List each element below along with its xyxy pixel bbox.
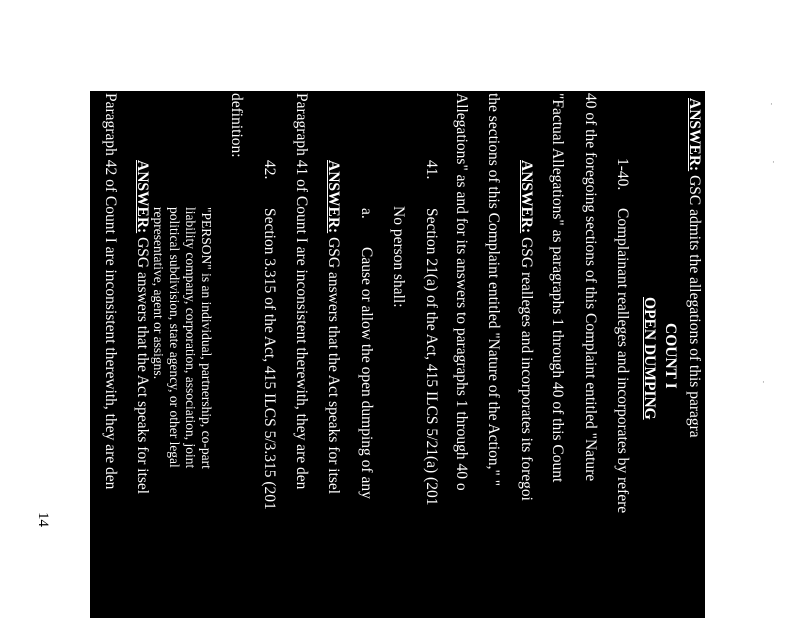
answer-line-5 (7, 160, 23, 502)
quote-line: representative, agent or assigns. (151, 207, 166, 380)
answer-label: ANSWER: (6, 160, 23, 234)
para-41-number: 41. (423, 160, 440, 180)
body-line: defined in Section 3.315 of the Act, 415 ILCS 5/3.315 (2010). (38, 93, 55, 478)
answer-label: ANSWER: (518, 160, 535, 234)
body-line: the sections of this Complaint entitled "Nature of the Action," " (485, 93, 502, 487)
item-a-letter: a. (358, 208, 375, 219)
body-line: Paragraph 41 of Count I are inconsistent therewith, they are den (293, 93, 310, 490)
answer-line-4 (135, 160, 151, 494)
answer-label: ANSWER: (134, 160, 151, 234)
answer-label: ANSWER: (686, 98, 703, 172)
scanned-document-page (6, 91, 705, 618)
count-subtitle: OPEN DUMPING (641, 297, 658, 420)
body-line: Allegations" as and for its answers to paragraphs 1 through 40 o (453, 93, 470, 491)
answer-text: GSC admits the allegations of this paragra (686, 175, 703, 438)
scan-speck: · (770, 100, 773, 110)
para-43-number: 43. (70, 160, 87, 180)
rotated-text-block (6, 91, 705, 618)
quote-line: "PERSON" is an individual, partnership, co-part (199, 207, 214, 469)
body-line: No person shall: (390, 206, 407, 308)
para-42-text: Section 3.315 of the Act, 415 ILCS 5/3.315 (201 (261, 208, 278, 510)
answer-label: ANSWER: (325, 160, 342, 234)
answer-text: GSG answers that the Act speaks for itsel (325, 237, 342, 495)
para-1-40-number: 1-40. (614, 158, 631, 191)
body-line: 40 of the foregoing sections of this Complaint entitled "Nature (582, 93, 599, 482)
item-a-text: Cause or allow the open dumping of any (358, 247, 375, 499)
answer-line-1 (687, 98, 703, 438)
answer-line-2 (519, 160, 535, 501)
answer-text: GSG realleges and incorporates its foregoi (518, 237, 535, 501)
answer-text: GSG admits the allegations of Paragraph 4 (6, 237, 23, 503)
para-42-number: 42. (261, 160, 278, 180)
answer-line-3 (326, 160, 342, 494)
answer-text: GSG answers that the Act speaks for itsel (134, 237, 151, 495)
scan-speck: · (772, 158, 775, 168)
count-title: COUNT I (662, 323, 679, 389)
scan-speck: · (762, 378, 765, 388)
para-1-40-text: Complainant realleges and incorporates by refere (614, 208, 631, 514)
page-number: 14 (35, 512, 51, 527)
body-line: definition: (228, 93, 245, 158)
quote-line: liability company, corporation, association, joint (183, 207, 198, 469)
body-line: Paragraph 42 of Count I are inconsistent therewith, they are den (102, 93, 119, 490)
quote-line: political subdivision, state agency, or other legal (167, 207, 182, 468)
body-line: "Factual Allegations" as paragraphs 1 through 40 of this Count (549, 93, 566, 483)
para-41-text: Section 21(a) of the Act, 415 ILCS 5/21(a) (201 (423, 208, 440, 506)
para-43-text: CPS, PRC, GSG, OCA, SCL, and Reliable are c (70, 208, 87, 508)
